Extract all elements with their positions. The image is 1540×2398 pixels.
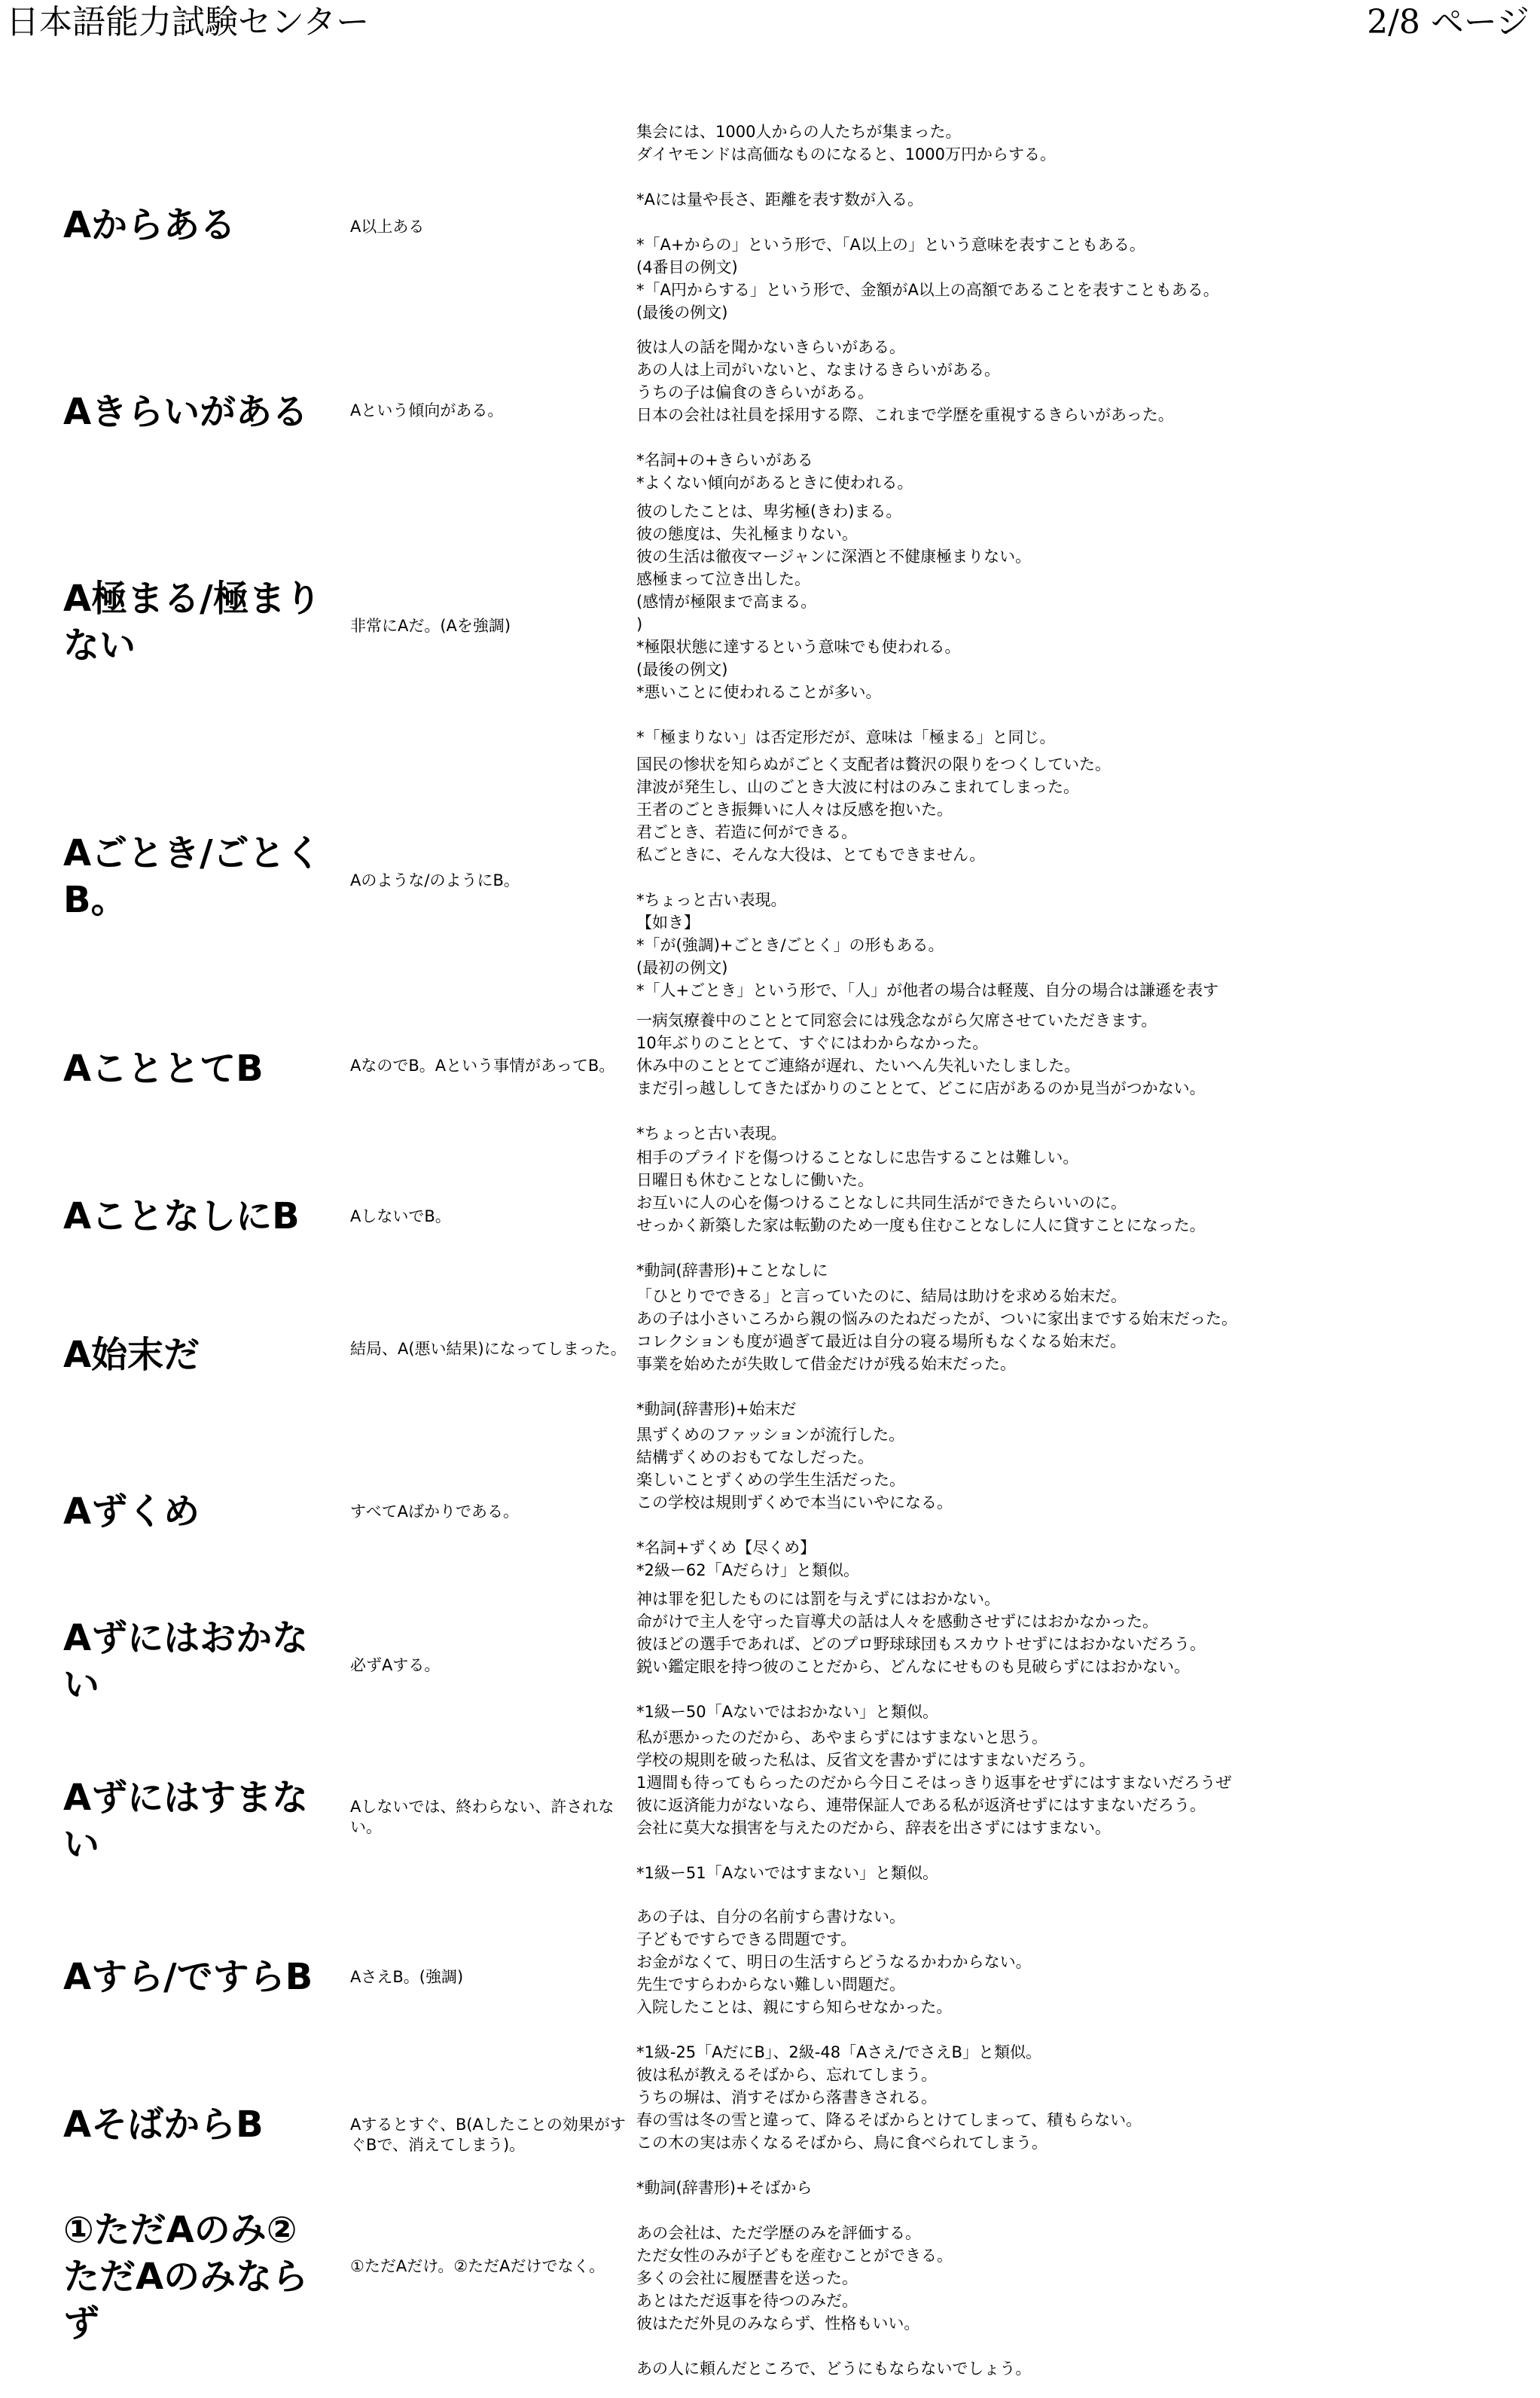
example-list (636, 2064, 1532, 2199)
site-title: 日本語能力試験センター (6, 3, 370, 41)
example-line: 彼の生活は徹夜マージャンに深酒と不健康極まりない。 (636, 548, 1032, 566)
example-line: 事業を始めたが失敗して借金だけが残る始末だった。 (636, 1355, 1016, 1373)
grammar-term: Aずにはおかない (63, 1617, 309, 1706)
example-line: 鋭い鑑定眼を持つ彼のことだから、どんなにせものも見破らずにはおかない。 (636, 1658, 1190, 1676)
example-line: 彼は人の話を聞かないきらいがある。 (636, 338, 905, 356)
example-line (636, 1237, 1532, 1259)
example-line (636, 1514, 1532, 1536)
example-line: 集会には、1000人からの人たちが集まった。 (636, 123, 962, 141)
example-line: 黒ずくめのファッションが流行した。 (636, 1426, 905, 1444)
example-line: *動詞(辞書形)+始末だ (636, 1400, 797, 1418)
example-line: あの人に頼んだところで、どうにもならないでしょう。 (636, 2360, 1032, 2378)
example-line (636, 2199, 1532, 2222)
example-line: 彼ほどの選手であれば、どのプロ野球球団もスカウトせずにはおかないだろう。 (636, 1635, 1206, 1653)
example-line: 楽しいことずくめの学生生活だった。 (636, 1471, 905, 1489)
example-line: *1級ー51「Aないではすまない」と類似。 (636, 1864, 938, 1882)
example-line (636, 1375, 1532, 1398)
example-line: 一病気療養中のこととて同窓会には残念ながら欠席させていただきます。 (636, 1011, 1157, 1030)
example-line: (最初の例文) (636, 959, 728, 977)
example-line (636, 2335, 1532, 2357)
example-line: *動詞(辞書形)+ことなしに (636, 1262, 828, 1280)
example-line: *2級ー62「Aだらけ」と類似。 (636, 1561, 859, 1579)
grammar-term: Aきらいがある (63, 391, 309, 433)
grammar-term: Aからある (63, 204, 236, 246)
example-line: コレクションも度が過ぎて最近は自分の寝る場所もなくなる始末だ。 (636, 1332, 1127, 1350)
example-line: *悪いことに使われることが多い。 (636, 683, 882, 701)
example-line: 私が悪かったのだから、あやまらずにはすまないと思う。 (636, 1728, 1048, 1747)
grammar-term: AことなしにB (63, 1195, 300, 1237)
example-list (636, 1423, 1532, 1582)
grammar-meaning: Aのような/のようにB。 (350, 871, 520, 889)
example-line (636, 703, 1532, 726)
example-line: 日本の会社は社員を採用する際、これまで学歴を重視するきらいがあった。 (636, 406, 1174, 424)
example-line: 津波が発生し、山のごとき大波に村はのみこまれてしまった。 (636, 778, 1079, 796)
example-line: ) (636, 615, 643, 633)
example-line: 10年ぶりのこととて、すぐにはわからなかった。 (636, 1034, 989, 1052)
grammar-meaning: AなのでB。Aという事情があってB。 (350, 1057, 615, 1075)
grammar-term: Aずにはすまない (63, 1777, 309, 1866)
example-list (636, 1726, 1532, 1884)
example-line: *「人+ごとき」という形で、「人」が他者の場合は軽蔑、自分の場合は謙遜を表す (636, 981, 1219, 999)
example-line: 命がけで主人を守った盲導犬の話は人々を感動させずにはおかなかった。 (636, 1612, 1158, 1631)
example-line: うちの塀は、消すそばから落書きされる。 (636, 2088, 937, 2107)
example-list (636, 1285, 1532, 1420)
example-line: 国民の惨状を知らぬがごとく支配者は贅沢の限りをつくしていた。 (636, 755, 1111, 773)
example-line: *Aには量や長さ、距離を表す数が入る。 (636, 191, 924, 209)
example-line: 私ごときに、そんな大役は、とてもできません。 (636, 846, 986, 864)
example-list (636, 336, 1532, 494)
example-line: せっかく新築した家は転勤のため一度も住むことなしに人に貸すことになった。 (636, 1216, 1206, 1234)
example-line (636, 211, 1532, 233)
example-line: 感極まって泣き出した。 (636, 570, 810, 588)
example-line: 神は罪を犯したものには罰を与えずにはおかない。 (636, 1590, 1000, 1608)
example-line: 彼の態度は、失礼極まりない。 (636, 525, 858, 543)
example-line: あの子は、自分の名前すら書けない。 (636, 1908, 905, 1926)
example-line (636, 166, 1532, 188)
example-line (636, 426, 1532, 449)
grammar-meaning: 結局、A(悪い結果)になってしまった。 (350, 1340, 627, 1358)
grammar-meaning: Aという傾向がある。 (350, 401, 504, 419)
example-line: あとはただ返事を待つのみだ。 (636, 2292, 858, 2310)
example-line (636, 1839, 1532, 1862)
grammar-term: A始末だ (63, 1334, 200, 1376)
example-list (636, 1588, 1532, 1723)
example-list (636, 1009, 1532, 1145)
example-list (636, 121, 1532, 324)
example-line: 多くの会社に履歴書を送った。 (636, 2269, 858, 2287)
grammar-meaning: すべてAばかりである。 (350, 1503, 519, 1521)
example-line: あの子は小さいころから親の悩みのたねだったが、ついに家出までする始末だった。 (636, 1310, 1237, 1328)
example-line (636, 1100, 1532, 1122)
example-line: (最後の例文) (636, 304, 728, 322)
example-line: 学校の規則を破った私は、反省文を書かずにはすまないだろう。 (636, 1751, 1095, 1769)
example-line: (4番目の例文) (636, 258, 738, 276)
example-line: *ちょっと古い表現。 (636, 1124, 787, 1143)
grammar-term: ①ただAのみ②ただAのみならず (63, 2209, 309, 2345)
example-line: *「が(強調)+ごとき/ごとく」の形もある。 (636, 936, 944, 954)
example-line: *よくない傾向があるときに使われる。 (636, 474, 913, 492)
grammar-term: AこととてB (63, 1048, 264, 1090)
example-line: *「A円からする」という形で、金額がA以上の高額であることを表すこともある。 (636, 281, 1219, 299)
example-line: *1級-25「AだにB」、2級-48「Aさえ/でさえB」と類似。 (636, 2043, 1041, 2061)
example-line: まだ引っ越ししてきたばかりのこととて、どこに店があるのか見当がつかない。 (636, 1079, 1206, 1097)
grammar-meaning: 必ずAする。 (350, 1656, 441, 1674)
example-line: あの人は上司がいないと、なまけるきらいがある。 (636, 361, 1000, 379)
grammar-term: Aすら/ですらB (63, 1956, 313, 1998)
example-line (636, 866, 1532, 889)
example-line: あの会社は、ただ学歴のみを評価する。 (636, 2224, 921, 2242)
example-line (636, 2154, 1532, 2177)
example-line: *動詞(辞書形)+そばから (636, 2179, 813, 2197)
grammar-term: AそばからB (63, 2104, 264, 2146)
example-line: お互いに人の心を傷つけることなしに共同生活ができたらいいのに。 (636, 1194, 1127, 1212)
example-line: ダイヤモンドは高価なものになると、1000万円からする。 (636, 145, 1057, 163)
example-line: 相手のプライドを傷つけることなしに忠告することは難しい。 (636, 1149, 1079, 1167)
example-line: *「A+からの」という形で、「A以上の」という意味を表すこともある。 (636, 236, 1145, 254)
grammar-term: Aずくめ (63, 1490, 200, 1533)
example-line: *ちょっと古い表現。 (636, 891, 787, 909)
example-line: 入院したことは、親にすら知らせなかった。 (636, 1998, 953, 2016)
grammar-meaning: Aしないでは、終わらない、許されない。 (350, 1798, 614, 1836)
example-list (636, 2199, 1532, 2380)
example-line: (最後の例文) (636, 661, 728, 679)
grammar-term: Aごとき/ごとくB。 (63, 832, 322, 921)
example-line: お金がなくて、明日の生活すらどうなるかわからない。 (636, 1953, 1032, 1971)
example-line: 春の雪は冬の雪と違って、降るそばからとけてしまって、積もらない。 (636, 2111, 1142, 2129)
example-list (636, 753, 1532, 1002)
grammar-meaning: A以上ある (350, 218, 425, 236)
example-line: この学校は規則ずくめで本当にいやになる。 (636, 1493, 953, 1512)
grammar-meaning: AしないでB。 (350, 1207, 451, 1225)
example-line: 王者のごとき振舞いに人々は反感を抱いた。 (636, 801, 953, 819)
example-line: 1週間も待ってもらったのだから今日こそはっきり返事をせずにはすまないだろうぜ (636, 1774, 1232, 1792)
page-indicator: 2/8 ページ (1367, 3, 1529, 41)
example-line: 日曜日も休むことなしに働いた。 (636, 1171, 874, 1189)
example-line: 彼に返済能力がないなら、連帯保証人である私が返済せずにはすまないだろう。 (636, 1796, 1206, 1814)
example-line: 彼のしたことは、卑劣極(きわ)まる。 (636, 502, 902, 520)
example-line: *名詞+ずくめ【尽くめ】 (636, 1539, 816, 1557)
example-line: 彼は私が教えるそばから、忘れてしまう。 (636, 2066, 937, 2084)
example-line: 子どもですらできる問題です。 (636, 1930, 857, 1948)
example-line: 結構ずくめのおもてなしだった。 (636, 1448, 874, 1466)
grammar-meaning: Aするとすぐ、B(Aしたことの効果がすぐBで、消えてしまう)。 (350, 2116, 626, 2154)
example-line: この木の実は赤くなるそばから、鳥に食べられてしまう。 (636, 2134, 1048, 2152)
example-line: *極限状態に達するという意味でも使われる。 (636, 638, 961, 656)
example-list (636, 500, 1532, 749)
example-line (636, 1678, 1532, 1701)
example-line: うちの子は偏食のきらいがある。 (636, 383, 874, 401)
example-line: 【如き】 (636, 914, 700, 932)
example-line: (感情が極限まで高まる。 (636, 593, 817, 611)
example-line: *名詞+の+きらいがある (636, 451, 813, 469)
grammar-term: A極まる/極まりない (63, 578, 322, 667)
grammar-meaning: AさえB。(強調) (350, 1968, 464, 1986)
example-line: 「ひとりでできる」と言っていたのに、結局は助けを求める始末だ。 (636, 1287, 1127, 1305)
example-line (636, 2018, 1532, 2041)
example-line: 君ごとき、若造に何ができる。 (636, 823, 858, 841)
example-list (636, 1905, 1532, 2064)
example-line: 休み中のこととてご連絡が遅れ、たいへん失礼いたしました。 (636, 1057, 1081, 1075)
grammar-meaning: ①ただAだけ。②ただAだけでなく。 (350, 2257, 605, 2275)
example-line: *「極まりない」は否定形だが、意味は「極まる」と同じ。 (636, 728, 1056, 746)
example-list (636, 1146, 1532, 1282)
example-line: *1級ー50「Aないではおかない」と類似。 (636, 1703, 938, 1721)
example-line: 先生ですらわからない難しい問題だ。 (636, 1975, 905, 1994)
grammar-meaning: 非常にAだ。(Aを強調) (350, 617, 511, 635)
example-line: 彼はただ外見のみならず、性格もいい。 (636, 2314, 920, 2332)
example-line: 会社に莫大な損害を与えたのだから、辞表を出さずにはすまない。 (636, 1819, 1111, 1837)
example-line: ただ女性のみが子どもを産むことができる。 (636, 2247, 953, 2265)
